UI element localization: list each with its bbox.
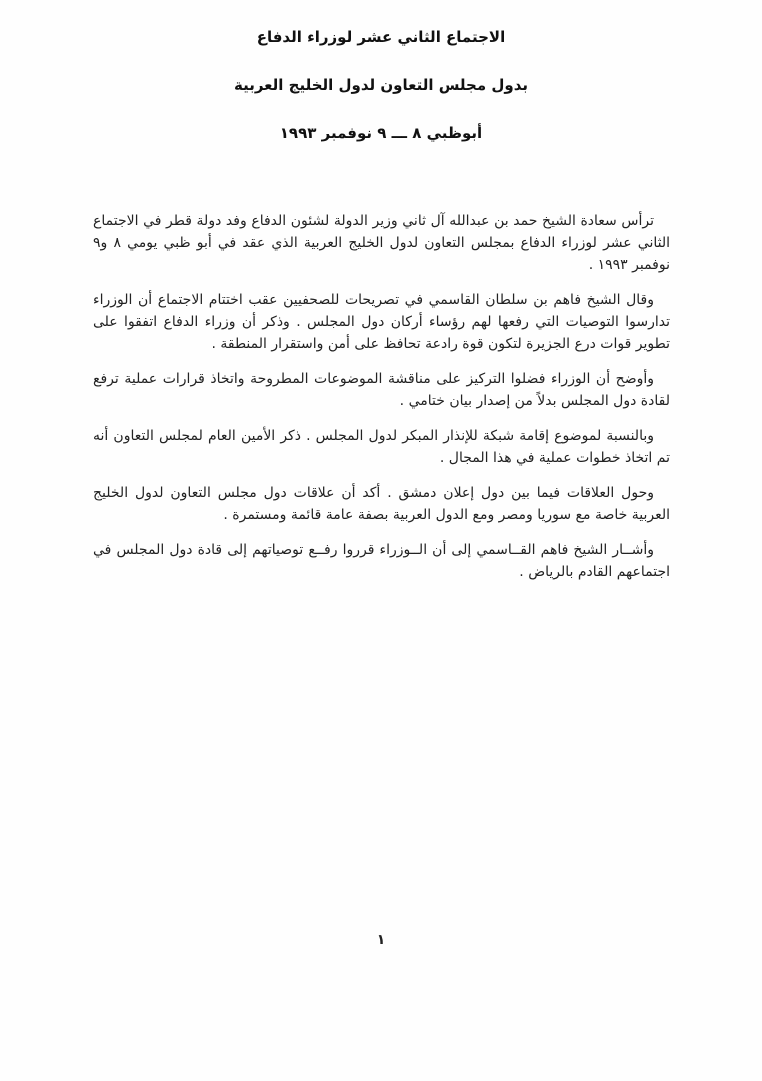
paragraph-3: وأوضح أن الوزراء فضلوا التركيز على مناقشة الموضوعات المطروحة واتخاذ قرارات عملية ترفع لقادة دول المجلس بدلاً من إصدار بيان ختامي . (93, 371, 670, 409)
title-line-date-location: أبوظبي ٨ ـــ ٩ نوفمبر ١٩٩٣ (279, 124, 483, 142)
paragraph-6: وأشــار الشيخ فاهم القــاسمي إلى أن الــوزراء قرروا رفــع توصياتهم إلى قادة دول المجلس في اجتماعهم القادم بالرياض . (93, 542, 670, 580)
paragraph-1: ترأس سعادة الشيخ حمد بن عبدالله آل ثاني وزير الدولة لشئون الدفاع وفد دولة قطر في الاجتماع الثاني عشر لوزراء الدفاع بمجلس التعاون لدول الخليج العربية الذي عقد في أبو ظبي يومي ٨ و٩ نوفمبر ١٩٩٣ . (93, 213, 670, 273)
title-line-meeting: الاجتماع الثاني عشر لوزراء الدفاع (256, 28, 506, 46)
paragraph-5: وحول العلاقات فيما بين دول إعلان دمشق . أكد أن علاقات دول مجلس التعاون لدول الخليج العربية خاصة مع سوريا ومصر ومع الدول العربية بصفة عامة قائمة ومستمرة . (93, 485, 670, 523)
paragraph-2: وقال الشيخ فاهم بن سلطان القاسمي في تصريحات للصحفيين عقب اختتام الاجتماع أن الوزراء تدارسوا التوصيات التي رفعها لهم رؤساء أركان دول المجلس . وذكر أن وزراء الدفاع اتفقوا على تطوير قوات درع الجزيرة لتكون قوة رادعة تحافظ على أمن واستقرار المنطقة . (93, 292, 670, 352)
page-number: ١ (376, 932, 386, 948)
paragraph-4: وبالنسبة لموضوع إقامة شبكة للإنذار المبكر لدول المجلس . ذكر الأمين العام لمجلس التعاون أنه تم اتخاذ خطوات عملية في هذا المجال . (93, 428, 670, 466)
document-header (0, 0, 762, 142)
title-line-organization: بدول مجلس التعاون لدول الخليج العربية (234, 76, 528, 94)
document-body (93, 210, 670, 583)
